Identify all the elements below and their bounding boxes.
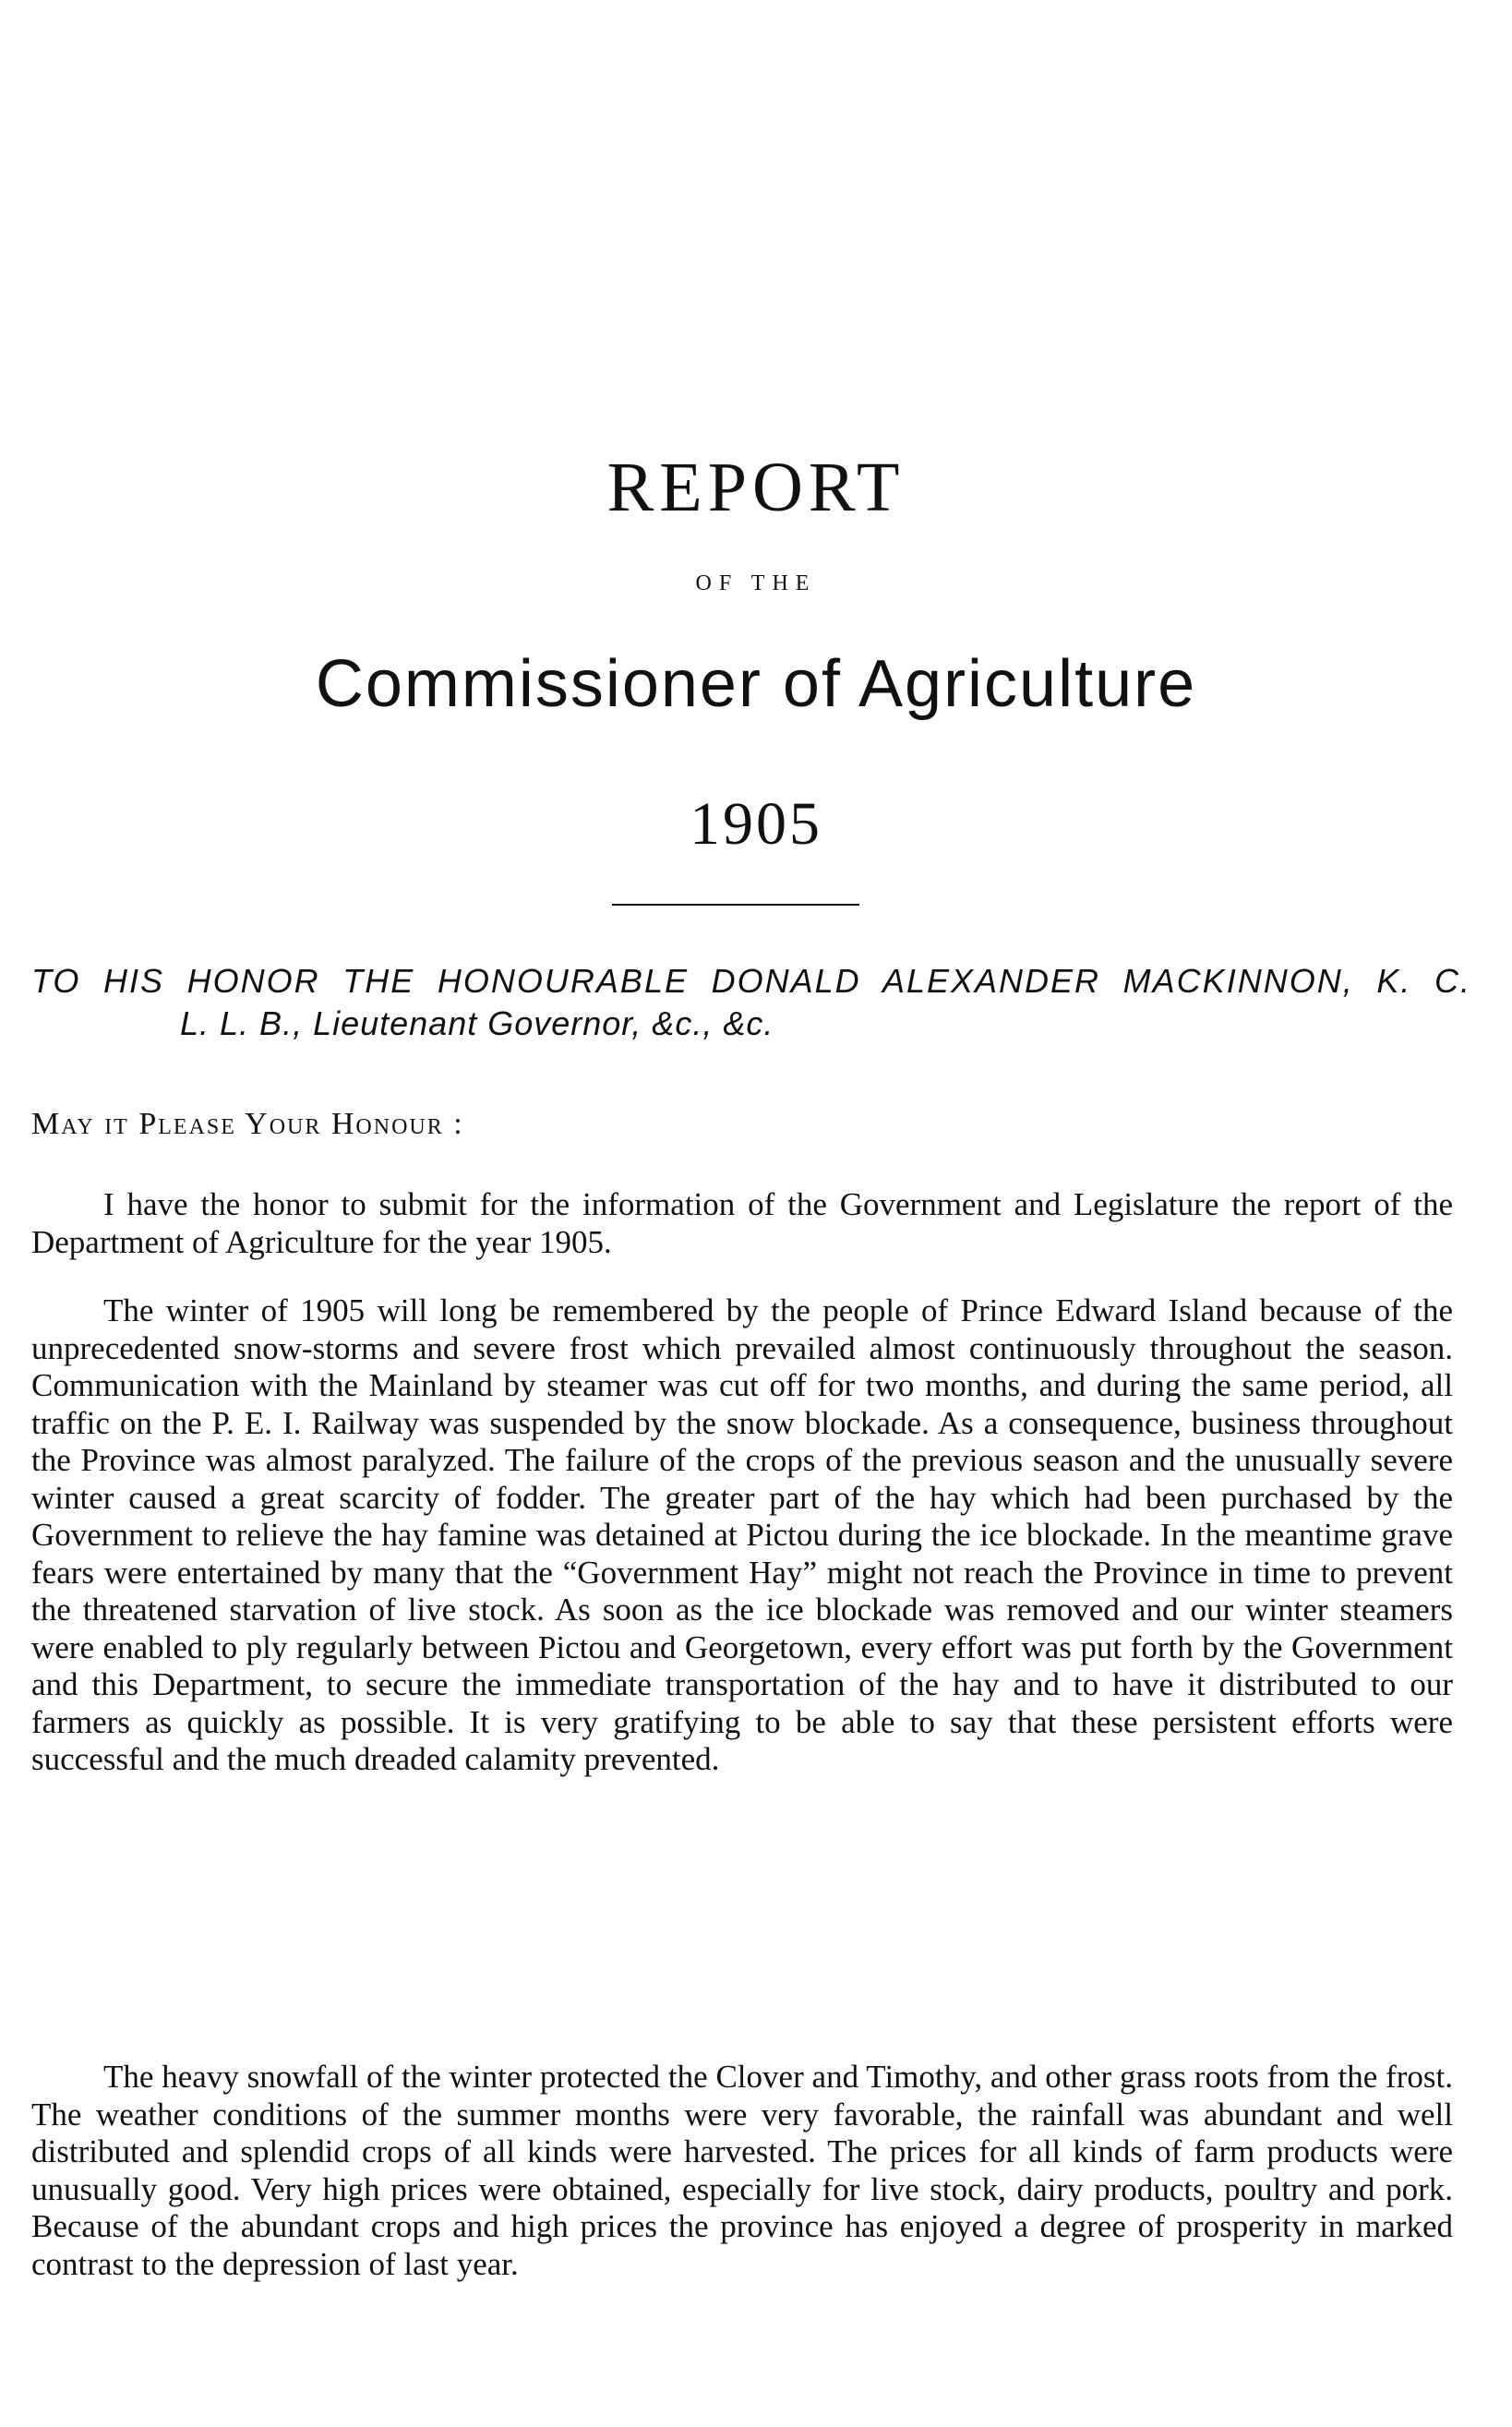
address-line-1: TO HIS HONOR THE HONOURABLE DONALD ALEXANDER MACKINNON, K. C. [31, 962, 1471, 1000]
salutation: May it Please Your Honour : [31, 1107, 464, 1141]
of-the-subtitle: OF THE [695, 571, 817, 595]
commissioner-title: Commissioner of Agriculture [315, 647, 1197, 721]
paragraph-3: The heavy snowfall of the winter protected the Clover and Timothy, and other grass roots from the frost. The weather conditions of the summer months were very favorable, the rainfall was abundant and well distributed and splendid crops of all kinds were harvested. The prices for all kinds of farm products were unusually good. Very high prices were obtained, especially for live stock, dairy products, poultry and pork. Because of the abundant crops and high prices the province has enjoyed a degree of prosperity in marked contrast to the depression of last year. [31, 2059, 1453, 2282]
report-title: REPORT [606, 449, 906, 526]
paragraph-2: The winter of 1905 will long be remembered by the people of Prince Edward Island because of the unprecedented snow-storms and severe frost which prevailed almost continuously throughout the season. Communication with the Mainland by steamer was cut off for two months, and during the same period, all traffic on the P. E. I. Railway was suspended by the snow blockade. As a consequence, business throughout the Province was almost paralyzed. The failure of the crops of the previous season and the unusually severe winter caused a great scarcity of fodder. The greater part of the hay which had been purchased by the Government to relieve the hay famine was detained at Pictou during the ice blockade. In the meantime grave fears were entertained by many that the “Government Hay” might not reach the Province in time to prevent the threatened starvation of live stock. As soon as the ice blockade was removed and our winter steamers were enabled to ply regularly between Pictou and Georgetown, every effort was put forth by the Government and this Department, to secure the immediate transportation of the hay and to have it distributed to our farmers as quickly as possible. It is very gratifying to be able to say that these persistent efforts were successful and the much dreaded calamity prevented. [31, 1292, 1453, 1777]
title-divider [612, 904, 859, 906]
paragraph-1: I have the honor to submit for the information of the Government and Legislature the report of the Department of Agriculture for the year 1905. [31, 1186, 1453, 1260]
report-year: 1905 [690, 790, 822, 858]
address-line-2: L. L. B., Lieutenant Governor, &c., &c. [180, 1004, 774, 1042]
